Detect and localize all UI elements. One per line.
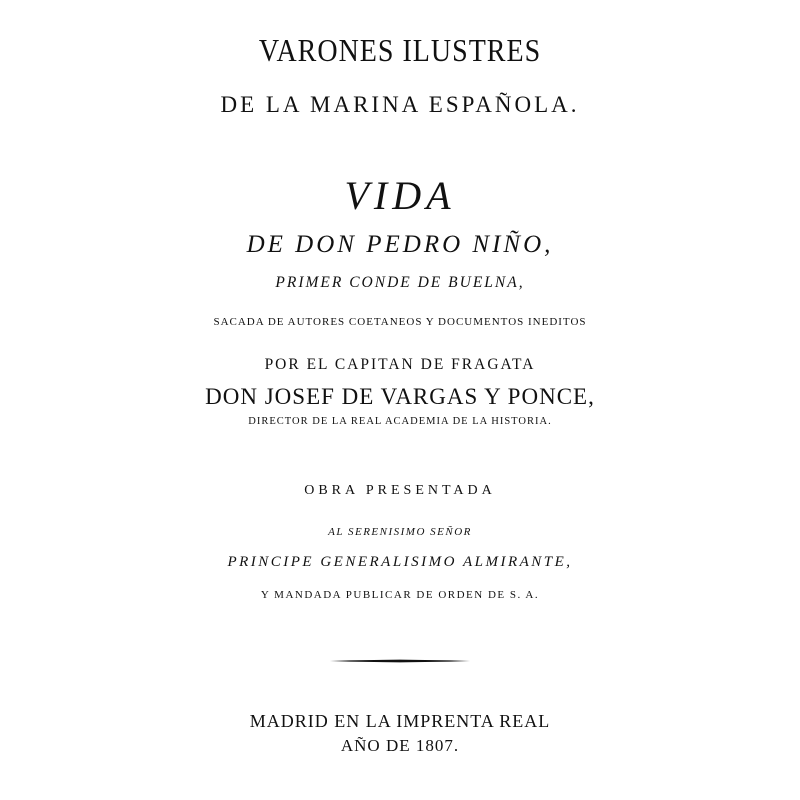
presented-line: OBRA PRESENTADA	[304, 483, 496, 498]
main-title: VIDA	[344, 173, 456, 218]
imprint-place: MADRID EN LA IMPRENTA REAL	[249, 711, 551, 731]
dedicatee-name: PRINCIPE GENERALISIMO ALMIRANTE,	[227, 554, 573, 570]
author-name: DON JOSEF DE VARGAS Y PONCE,	[205, 384, 595, 409]
sources-line: SACADA DE AUTORES COETANEOS Y DOCUMENTOS INEDITOS	[213, 316, 587, 328]
author-rank: POR EL CAPITAN DE FRAGATA	[264, 356, 536, 373]
subject-title: PRIMER CONDE DE BUELNA,	[275, 274, 525, 291]
ornamental-rule	[330, 658, 470, 664]
series-subtitle: DE LA MARINA ESPAÑOLA.	[220, 92, 580, 117]
imprint-year: AÑO DE 1807.	[340, 736, 460, 755]
order-line: Y MANDADA PUBLICAR DE ORDEN DE S. A.	[260, 589, 540, 601]
series-title: VARONES ILUSTRES	[258, 34, 542, 69]
subject-name: DE DON PEDRO NIÑO,	[246, 231, 554, 258]
dedicatee-title: AL SERENISIMO SEÑOR	[328, 526, 472, 538]
author-post: DIRECTOR DE LA REAL ACADEMIA DE LA HISTORIA.	[248, 416, 552, 427]
